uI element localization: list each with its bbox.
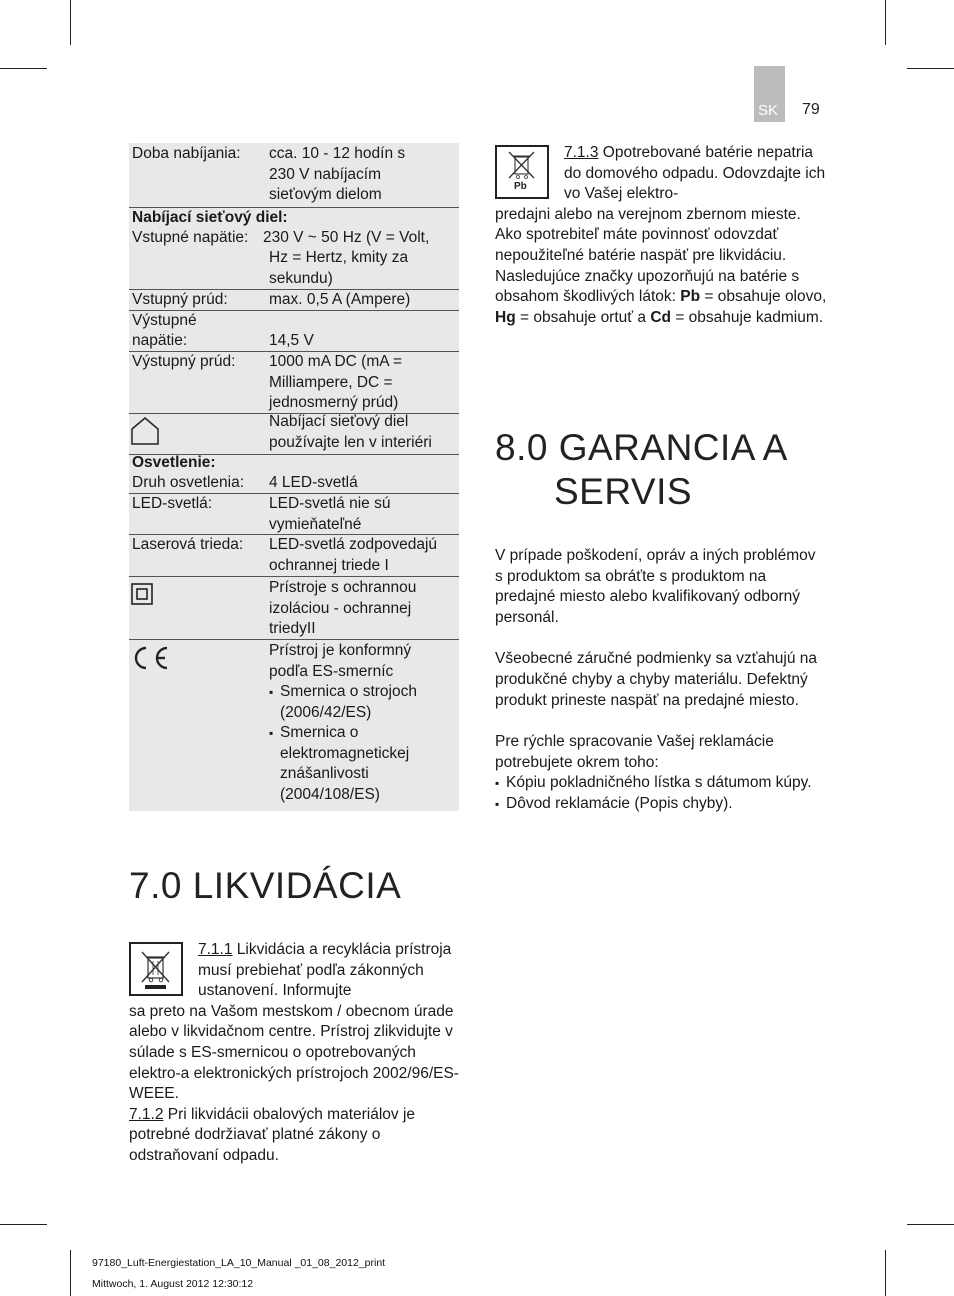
spec-table <box>129 143 459 811</box>
lead-symbol: Pb <box>680 288 701 306</box>
spec-value: Hz = Hertz, kmity za sekundu) <box>269 249 409 287</box>
spec-label: LED-svetlá: <box>132 495 213 512</box>
spec-label: napätie: <box>132 332 188 349</box>
paragraph-7-1-1 <box>129 940 464 1167</box>
section-title-disposal: 7.0 LIKVIDÁCIA <box>129 865 402 906</box>
title-line: 8.0 GARANCIA A <box>495 427 788 468</box>
pb-label: Pb <box>514 181 527 192</box>
title-line: SERVIS <box>554 471 693 512</box>
paragraph-text: V prípade poškodení, opráv a iných problémov s produktom sa obráťte s produktom na predajné miesto alebo kvalifikovaný odborný personál. <box>495 547 816 626</box>
paragraph-text: sa preto na Vašom mestskom / obecnom úrade alebo v likvidačnom centre. Prístroj zlikvidujte v súlade s ES-smernicou o opotrebovaných elektro-a elektronických prístrojoch 2002/96/ES-WEEE. <box>129 1002 459 1103</box>
spec-row-charging-time <box>129 143 459 208</box>
spec-label: Vstupný prúd: <box>132 291 228 308</box>
spec-value: 1000 mA DC (mA = Milliampere, DC = jednosmerný prúd) <box>269 353 403 411</box>
print-timestamp: Mittwoch, 1. August 2012 12:30:12 <box>92 1278 254 1290</box>
house-icon <box>130 416 160 446</box>
double-square-icon <box>131 583 153 605</box>
spec-row-conformity <box>129 640 459 811</box>
crop-mark <box>0 68 47 69</box>
crop-mark <box>885 0 886 45</box>
page-number: 79 <box>802 101 820 118</box>
clause-number: 7.1.2 <box>129 1105 164 1123</box>
crop-mark <box>70 0 71 45</box>
paragraph-text: Pri likvidácii obalových materiálov je potrebné dodržiavať platné zákony o odstraňovaní odpadu. <box>129 1105 416 1164</box>
crop-mark <box>0 1224 47 1225</box>
list-item: ▪ Kópiu pokladničného lístka s dátumom kúpy. <box>495 773 820 794</box>
paragraph-text: = obsahuje ortuť a <box>519 308 647 326</box>
spec-value: Prístroj je konformný podľa ES-smerníc <box>269 642 412 680</box>
spec-label: Druh osvetlenia: <box>132 474 245 491</box>
ce-mark-icon <box>130 645 170 671</box>
spec-value: LED-svetlá nie sú vymieňateľné <box>269 495 391 533</box>
crop-mark <box>907 1224 954 1225</box>
spec-row-laser-class <box>129 535 459 577</box>
directive-list <box>269 682 449 805</box>
spec-row-indoor <box>129 414 459 455</box>
spec-row-light-type <box>129 455 459 494</box>
paragraph-text: Všeobecné záručné podmienky sa vzťahujú na produkčné chyby a chyby materiálu. Defektný produkt prineste naspäť na predajné miesto. <box>495 650 818 709</box>
requirements-list <box>495 773 820 814</box>
paragraph-text: predajni alebo na verejnom zbernom mieste. Ako spotrebiteľ máte povinnosť odovzdať nepoužiteľné batérie naspäť pre likvidáciu. Nasledujúce značky upozorňujú na batérie s obsahom škodlivých látok: <box>495 205 801 306</box>
spec-label: Doba nabíjania: <box>132 145 241 162</box>
list-item: ▪ Smernica o strojoch (2006/42/ES) <box>269 682 449 723</box>
spec-value: 14,5 V <box>269 332 314 349</box>
spec-row-leds <box>129 494 459 535</box>
list-item: ▪ Dôvod reklamácie (Popis chyby). <box>495 794 820 815</box>
spec-row-output-voltage <box>129 311 459 352</box>
cadmium-symbol: Cd <box>650 308 671 326</box>
clause-number: 7.1.3 <box>564 144 599 161</box>
section-title-warranty <box>495 426 788 514</box>
print-file-name: 97180_Luft-Energiestation_LA_10_Manual _01_08_2012_print <box>92 1257 386 1269</box>
spec-value: 4 LED-svetlá <box>269 474 358 491</box>
paragraph-text: = obsahuje kadmium. <box>675 308 824 326</box>
spec-heading-charger: Nabíjací sieťový diel: <box>132 209 288 226</box>
paragraph-text: Pre rýchle spracovanie Vašej reklamácie potrebujete okrem toho: <box>495 733 774 771</box>
language-code: SK <box>758 102 779 119</box>
crop-mark <box>907 68 954 69</box>
spec-heading-lighting: Osvetlenie: <box>132 454 216 471</box>
mercury-symbol: Hg <box>495 308 516 326</box>
spec-value: 230 V ~ 50 Hz (V = Volt, <box>263 229 430 246</box>
spec-row-output-current <box>129 352 459 414</box>
spec-value-conformity <box>269 641 449 805</box>
spec-value: Nabíjací sieťový diel používajte len v interiéri <box>269 413 432 451</box>
spec-label: Laserová trieda: <box>132 536 244 553</box>
spec-label: Výstupné <box>132 312 197 329</box>
spec-row-protection <box>129 577 459 640</box>
spec-value: Prístroje s ochrannou izoláciou - ochrannej triedyII <box>269 579 417 637</box>
list-item: ▪ Smernica o elektromagnetickej znášanlivosti (2004/108/ES) <box>269 723 449 805</box>
spec-row-input-current <box>129 290 459 311</box>
warranty-text <box>495 546 820 815</box>
spec-value: max. 0,5 A (Ampere) <box>269 291 411 308</box>
spec-row-input-voltage <box>129 208 459 290</box>
paragraph-text: Opotrebované batérie nepatria do domového odpadu. Odovzdajte ich vo Vašej elektro- <box>564 144 826 203</box>
paragraph-7-1-3 <box>495 143 827 328</box>
paragraph-text: Likvidácia a recyklácia prístroja musí prebiehať podľa zákonných ustanovení. Informujte <box>198 941 452 1000</box>
paragraph-text: = obsahuje olovo, <box>704 288 827 306</box>
spec-value: cca. 10 - 12 hodín s 230 V nabíjacím sieťovým dielom <box>269 145 406 203</box>
crop-mark <box>885 1250 886 1296</box>
spec-label: Vstupné napätie: <box>132 229 249 246</box>
spec-label: Výstupný prúd: <box>132 353 236 370</box>
spec-value: LED-svetlá zodpovedajú ochrannej triede I <box>269 536 438 574</box>
clause-number: 7.1.1 <box>198 941 233 958</box>
crop-mark <box>70 1250 71 1296</box>
